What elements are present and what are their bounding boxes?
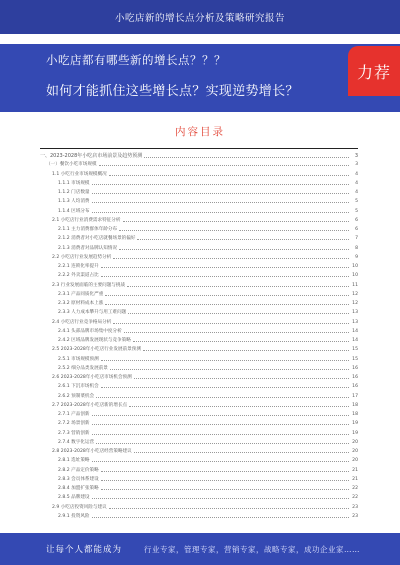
toc-leader-dots xyxy=(105,304,349,305)
toc-entry-page: 18 xyxy=(352,402,358,408)
toc-heading: 内容目录 xyxy=(175,126,225,138)
toc-entry[interactable] xyxy=(40,280,358,288)
toc-leader-dots xyxy=(92,212,349,213)
toc-entry-title: 2.8.4 加盟扩张策略 xyxy=(58,486,99,491)
footer-targets: 行业专家，管理专家，营销专家，战略专家，成功企业家…… xyxy=(144,545,360,554)
toc-entry[interactable] xyxy=(40,391,358,399)
toc-entry[interactable] xyxy=(40,206,358,214)
toc-entry[interactable] xyxy=(40,317,358,325)
toc-entry-title: 2.5 2023-2028年小吃店行业发展前景预测 xyxy=(52,347,141,353)
toc-entry-page: 13 xyxy=(352,310,358,316)
toc-leader-dots xyxy=(101,387,349,388)
toc-entry[interactable] xyxy=(40,455,358,463)
toc-entry[interactable] xyxy=(40,446,358,454)
toc-entry-title: 2.3.3 人力成本攀升与用工难问题 xyxy=(58,310,127,316)
toc-leader-dots xyxy=(92,193,349,194)
toc-entry[interactable] xyxy=(40,363,358,371)
toc-entry-title: 2.9.1 投资风险 xyxy=(58,513,90,519)
toc-entry-title: 2.1.3 消费者对品牌认知情况 xyxy=(58,245,118,251)
toc-entry[interactable] xyxy=(40,307,358,315)
toc-leader-dots xyxy=(92,461,349,462)
toc-entry-title: 2.2.1 连锁化率提升 xyxy=(58,264,99,269)
toc-entry-page: 4 xyxy=(355,171,358,177)
toc-entry-page: 22 xyxy=(352,486,358,491)
toc-leader-dots xyxy=(92,424,349,425)
toc-entry-title: 2.5.1 市场规模预测 xyxy=(58,356,99,362)
toc-leader-dots xyxy=(101,267,349,268)
toc-entry[interactable] xyxy=(40,289,358,297)
toc-leader-dots xyxy=(119,249,349,250)
toc-entry[interactable] xyxy=(40,511,358,519)
toc-leader-dots xyxy=(137,239,349,240)
toc-entry[interactable] xyxy=(40,196,358,204)
toc-leader-dots xyxy=(113,323,349,324)
toc-entry-page: 6 xyxy=(355,217,358,223)
toc-entry-title: 2.8.5 品牌建设 xyxy=(58,495,90,501)
toc-entry-title: 2.9 小吃店投资风险与建议 xyxy=(52,504,107,510)
toc-leader-dots xyxy=(99,165,349,166)
toc-entry[interactable] xyxy=(40,326,358,334)
toc-leader-dots xyxy=(92,517,349,518)
toc-entry-page: 4 xyxy=(355,190,358,195)
toc-leader-dots xyxy=(119,230,349,231)
toc-entry-title: 2.4.1 头部品牌市场集中度分析 xyxy=(58,328,122,334)
toc-entry[interactable] xyxy=(40,381,358,389)
toc-entry-title: 2.3.1 产品同质化严重 xyxy=(58,291,104,297)
toc-entry[interactable] xyxy=(40,261,358,269)
toc-leader-dots xyxy=(101,480,349,481)
toc-entry-title: 2.8 2023-2028年小吃店经营策略建议 xyxy=(52,449,132,454)
toc-entry[interactable] xyxy=(40,400,358,408)
toc-entry-title: 2.7.2 场景创新 xyxy=(58,421,90,427)
toc-entry-page: 12 xyxy=(352,291,358,297)
toc-entry[interactable] xyxy=(40,344,358,352)
toc-entry-page: 15 xyxy=(352,347,358,353)
banner-question-1: 小吃店都有哪些新的增长点？？？ xyxy=(46,53,226,67)
toc-entry-title: 1.1.2 门店数量 xyxy=(58,190,90,195)
toc-entry-page: 23 xyxy=(352,513,358,519)
toc-entry-page: 9 xyxy=(355,254,358,260)
header-bar xyxy=(0,0,400,34)
report-title: 小吃店新的增长点分析及策略研究报告 xyxy=(114,13,285,24)
toc-entry-page: 10 xyxy=(352,264,358,269)
toc-entry[interactable] xyxy=(40,483,358,491)
table-of-contents xyxy=(40,148,358,520)
toc-entry[interactable] xyxy=(40,418,358,426)
toc-leader-dots xyxy=(144,157,349,158)
toc-entry-page: 20 xyxy=(352,439,358,445)
toc-entry[interactable] xyxy=(40,233,358,241)
toc-entry-title: 2.6.1 下沉市场机会 xyxy=(58,384,99,390)
toc-entry-page: 7 xyxy=(355,236,358,242)
toc-leader-dots xyxy=(92,202,349,203)
toc-top-rule xyxy=(40,148,358,149)
toc-entry[interactable] xyxy=(40,428,358,436)
toc-entry-title: （一）餐饮小吃市场规模 xyxy=(46,162,97,168)
toc-entry-page: 13 xyxy=(352,319,358,325)
toc-leader-dots xyxy=(128,313,349,314)
toc-entry-page: 11 xyxy=(352,282,358,288)
recommend-stamp-text: 力荐 xyxy=(356,63,391,82)
toc-entry-page: 12 xyxy=(352,301,358,306)
toc-entry-title: 1.1 小吃行业市场规模概况 xyxy=(52,171,107,177)
toc-leader-dots xyxy=(133,341,349,342)
toc-entry[interactable] xyxy=(40,502,358,510)
toc-entry-page: 15 xyxy=(352,356,358,362)
toc-entry-title: 2.1.1 主力消费群体年龄分布 xyxy=(58,227,118,232)
toc-leader-dots xyxy=(127,286,349,287)
toc-entry[interactable] xyxy=(40,159,358,167)
recommend-stamp xyxy=(348,46,400,96)
question-banner xyxy=(0,44,400,112)
toc-entry-title: 2.3 行业发展面临的主要问题与挑战 xyxy=(52,282,126,288)
toc-leader-dots xyxy=(110,369,349,370)
toc-entry-title: 1.1.4 区域分布 xyxy=(58,208,90,214)
toc-entry-title: 2.7.1 产品创新 xyxy=(58,412,90,417)
toc-entry-page: 18 xyxy=(352,412,358,417)
toc-entry[interactable] xyxy=(40,474,358,482)
toc-leader-dots xyxy=(92,415,349,416)
toc-leader-dots xyxy=(101,471,349,472)
toc-entry[interactable] xyxy=(40,270,358,278)
toc-leader-dots xyxy=(109,175,349,176)
toc-entry-title: 2.6.2 预制菜机会 xyxy=(58,393,95,399)
toc-entry-page: 20 xyxy=(352,458,358,464)
toc-entry[interactable] xyxy=(40,372,358,380)
toc-leader-dots xyxy=(101,489,349,490)
toc-entry-title: 2.3.2 原材料成本上涨 xyxy=(58,301,104,306)
toc-entry-page: 3 xyxy=(354,153,358,159)
toc-entry-page: 10 xyxy=(352,273,358,279)
toc-leader-dots xyxy=(134,452,349,453)
toc-leader-dots xyxy=(96,443,349,444)
toc-entry[interactable] xyxy=(40,178,358,186)
toc-entry-page: 23 xyxy=(352,504,358,510)
toc-entry-page: 14 xyxy=(352,328,358,334)
toc-entry-page: 5 xyxy=(355,199,358,205)
toc-entry-page: 16 xyxy=(352,365,358,371)
toc-entry-page: 17 xyxy=(352,393,358,399)
toc-entry[interactable] xyxy=(40,169,358,177)
toc-leader-dots xyxy=(113,258,349,259)
toc-entry-page: 21 xyxy=(352,467,358,473)
toc-leader-dots xyxy=(101,360,349,361)
toc-entry[interactable] xyxy=(40,335,358,343)
toc-entry-title: 2.1 小吃店行业消费需求特征分析 xyxy=(52,217,121,223)
toc-entry-page: 8 xyxy=(355,245,358,251)
toc-leader-dots xyxy=(105,295,349,296)
toc-entry[interactable] xyxy=(40,187,358,195)
toc-entry-page: 16 xyxy=(352,375,358,380)
toc-entry-title: 2.4.2 区域品牌发展现状与竞争策略 xyxy=(58,338,131,343)
toc-leader-dots xyxy=(96,397,349,398)
toc-entry-title: 2.8.1 选址策略 xyxy=(58,458,90,464)
footer-slogan: 让每个人都能成为 xyxy=(46,545,123,555)
toc-entry-page: 5 xyxy=(355,208,358,214)
toc-entry-title: 2.8.2 产品定价策略 xyxy=(58,467,99,473)
toc-leader-dots xyxy=(92,434,349,435)
toc-entry-page: 20 xyxy=(352,449,358,454)
toc-entry-title: 2.2 小吃店行业发展趋势分析 xyxy=(52,254,112,260)
toc-entry-page: 3 xyxy=(355,162,358,168)
toc-entry[interactable] xyxy=(40,492,358,500)
toc-leader-dots xyxy=(143,350,349,351)
toc-leader-dots xyxy=(129,406,349,407)
toc-entry[interactable] xyxy=(40,252,358,260)
toc-entry-title: 2.6 2023-2028年小吃店市场机会预测 xyxy=(52,375,132,380)
toc-entry-title: 1.1.1 市场规模 xyxy=(58,180,90,186)
toc-entry-page: 19 xyxy=(352,421,358,427)
toc-leader-dots xyxy=(134,378,349,379)
toc-entry[interactable] xyxy=(40,298,358,306)
toc-leader-dots xyxy=(92,498,349,499)
toc-entry[interactable] xyxy=(40,224,358,232)
toc-entry-title: 2.7.3 营销创新 xyxy=(58,430,90,436)
toc-entry-page: 14 xyxy=(352,338,358,343)
toc-entry-page: 16 xyxy=(352,384,358,390)
footer-bar xyxy=(0,533,400,565)
toc-entry[interactable] xyxy=(40,437,358,445)
toc-entry-title: 2.7 2023-2028年小吃店新的增长点 xyxy=(52,402,128,408)
toc-entry-page: 4 xyxy=(355,180,358,186)
banner-question-2: 如何才能抓住这些增长点？实现逆势增长？ xyxy=(46,84,299,99)
toc-entry[interactable] xyxy=(40,354,358,362)
toc-entry-title: 2.2.2 外卖渠道占比 xyxy=(58,273,99,279)
toc-entry-title: 2.5.2 细分品类发展前景 xyxy=(58,365,108,371)
toc-entry-page: 22 xyxy=(352,495,358,501)
toc-entry[interactable] xyxy=(40,215,358,223)
toc-entry-title: 2.8.3 会员体系建设 xyxy=(58,476,99,482)
toc-leader-dots xyxy=(123,221,350,222)
toc-entry[interactable] xyxy=(40,465,358,473)
toc-entry[interactable] xyxy=(40,243,358,251)
toc-leader-dots xyxy=(109,508,349,509)
toc-leader-dots xyxy=(124,332,349,333)
toc-entry-title: 一、2023-2028年小吃店市场前景及趋势预测 xyxy=(40,153,143,159)
toc-entry-title: 2.1.2 消费者对小吃店就餐场景的偏好 xyxy=(58,236,136,242)
toc-entry-page: 21 xyxy=(352,476,358,482)
toc-entry-page: 19 xyxy=(352,430,358,436)
toc-entry[interactable] xyxy=(40,150,358,159)
toc-entry-page: 6 xyxy=(355,227,358,232)
toc-entry-title: 1.1.3 人均消费 xyxy=(58,199,90,205)
toc-leader-dots xyxy=(101,276,349,277)
toc-entry[interactable] xyxy=(40,409,358,417)
toc-entry-title: 2.7.4 数字化运营 xyxy=(58,439,95,445)
toc-entry-title: 2.4 小吃店行业竞争格局分析 xyxy=(52,319,112,325)
toc-leader-dots xyxy=(92,184,349,185)
